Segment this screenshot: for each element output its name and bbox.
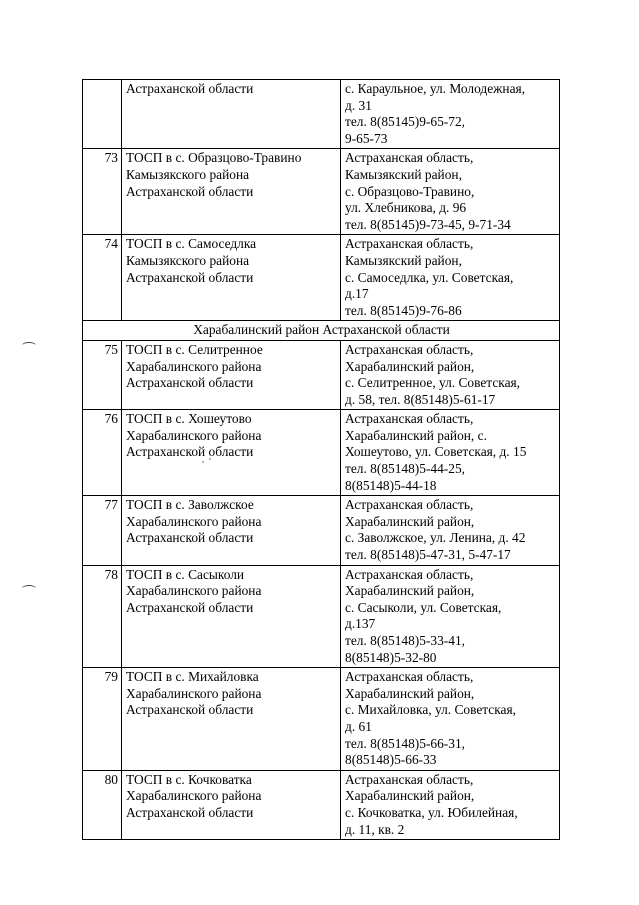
office-address-line: Астраханская область, bbox=[345, 497, 474, 513]
row-number bbox=[83, 80, 122, 149]
office-address-line: Харабалинский район, bbox=[345, 685, 475, 701]
row-number: 73 bbox=[83, 149, 122, 235]
office-name-line: Камызякского района bbox=[126, 252, 250, 268]
table-row bbox=[83, 340, 560, 409]
office-name-line: ТОСП в с. Селитренное bbox=[126, 341, 263, 357]
office-address-line: Камызякский район, bbox=[345, 166, 462, 182]
office-address-line: д. 31 bbox=[345, 97, 372, 113]
office-address-line: Астраханская область, bbox=[345, 411, 474, 427]
office-address-line: с. Сасыколи, ул. Советская, bbox=[345, 599, 502, 615]
office-name bbox=[122, 565, 341, 668]
office-address bbox=[341, 770, 560, 839]
office-address bbox=[341, 340, 560, 409]
office-name-line: ТОСП в с. Заволжское bbox=[126, 497, 254, 513]
table-row bbox=[83, 770, 560, 839]
office-name-line: Астраханской области bbox=[126, 269, 254, 285]
offices-table-body bbox=[83, 80, 560, 840]
office-name bbox=[122, 235, 341, 321]
office-name bbox=[122, 410, 341, 496]
office-address-line: д. 58, тел. 8(85148)5-61-17 bbox=[345, 391, 496, 407]
table-row bbox=[83, 80, 560, 149]
office-address-line: Астраханская область, bbox=[345, 236, 474, 252]
office-address-line: д. 11, кв. 2 bbox=[345, 821, 405, 837]
office-address-line: тел. 8(85148)5-33-41, bbox=[345, 633, 466, 648]
office-address-line: тел. 8(85148)5-44-25, bbox=[345, 461, 466, 477]
office-address-line: с. Самоседлка, ул. Советская, bbox=[345, 269, 514, 285]
office-address bbox=[341, 149, 560, 235]
office-address bbox=[341, 235, 560, 321]
office-name bbox=[122, 668, 341, 771]
office-address-line: Астраханская область, bbox=[345, 669, 474, 685]
office-name-line: Астраханской области bbox=[126, 804, 254, 820]
office-name-line: ТОСП в с. Образцово-Травино bbox=[126, 150, 302, 166]
office-address-line: тел. 8(85148)5-47-31, 5-47-17 bbox=[345, 547, 511, 563]
office-name-line: Астраханской области bbox=[126, 444, 254, 460]
office-name bbox=[122, 340, 341, 409]
office-address bbox=[341, 565, 560, 668]
office-name-line: Астраханской области bbox=[126, 81, 254, 96]
row-number: 77 bbox=[83, 496, 122, 565]
office-address bbox=[341, 410, 560, 496]
office-name-line: ТОСП в с. Хошеутово bbox=[126, 411, 252, 427]
office-name bbox=[122, 770, 341, 839]
office-name-line: Камызякского района bbox=[126, 166, 250, 182]
office-address-line: ул. Хлебникова, д. 96 bbox=[345, 200, 467, 216]
row-number: 80 bbox=[83, 770, 122, 839]
office-address-line: 8(85148)5-44-18 bbox=[345, 477, 437, 493]
office-name-line: Астраханской области bbox=[126, 599, 254, 615]
office-address-line: с. Образцово-Травино, bbox=[345, 183, 475, 199]
office-address-line: 9-65-73 bbox=[345, 130, 388, 146]
table-row bbox=[83, 149, 560, 235]
row-number: 78 bbox=[83, 565, 122, 668]
office-address-line: Астраханская область, bbox=[345, 341, 474, 357]
office-address-line: тел. 8(85148)5-66-31, bbox=[345, 735, 466, 751]
office-name-line: Харабалинского района bbox=[126, 583, 262, 599]
table-row bbox=[83, 235, 560, 321]
office-address bbox=[341, 496, 560, 565]
office-address-line: с. Михайловка, ул. Советская, bbox=[345, 702, 516, 718]
office-address-line: тел. 8(85145)9-65-72, bbox=[345, 114, 466, 130]
office-address-line: с. Заволжское, ул. Ленина, д. 42 bbox=[345, 530, 526, 546]
office-name-line: ТОСП в с. Кочковатка bbox=[126, 771, 252, 787]
office-name-line: Астраханской области bbox=[126, 375, 254, 391]
office-name-line: Харабалинского района bbox=[126, 427, 262, 443]
office-name-line: ТОСП в с. Сасыколи bbox=[126, 566, 245, 582]
office-address-line: Астраханская область, bbox=[345, 150, 474, 166]
office-name-line: Харабалинского района bbox=[126, 685, 262, 701]
office-name-line: Астраханской области bbox=[126, 183, 254, 199]
binding-hole-mark bbox=[22, 342, 36, 349]
office-name-line: Астраханской области bbox=[126, 530, 254, 546]
office-address-line: тел. 8(85145)9-73-45, 9-71-34 bbox=[345, 216, 511, 232]
office-address-line: д. 61 bbox=[345, 718, 372, 734]
office-address-line: Камызякский район, bbox=[345, 252, 462, 268]
office-address bbox=[341, 80, 560, 149]
region-header: Харабалинский район Астраханской области bbox=[83, 321, 560, 341]
table-row bbox=[83, 410, 560, 496]
table-row bbox=[83, 496, 560, 565]
office-address-line: с. Селитренное, ул. Советская, bbox=[345, 375, 521, 391]
office-address-line: Харабалинский район, с. bbox=[345, 427, 487, 443]
office-address-line: Харабалинский район, bbox=[345, 513, 475, 529]
office-name bbox=[122, 149, 341, 235]
office-name-line: ТОСП в с. Самоседлка bbox=[126, 236, 257, 252]
office-name-line: Астраханской области bbox=[126, 702, 254, 718]
office-name-line: Харабалинского района bbox=[126, 513, 262, 529]
office-address-line: 8(85148)5-32-80 bbox=[345, 649, 437, 665]
office-address-line: д.17 bbox=[345, 286, 369, 302]
office-name bbox=[122, 496, 341, 565]
row-number: 74 bbox=[83, 235, 122, 321]
office-address-line: с. Караульное, ул. Молодежная, bbox=[345, 81, 526, 96]
office-address-line: д.137 bbox=[345, 616, 376, 632]
table-row bbox=[83, 565, 560, 668]
binding-hole-mark bbox=[22, 585, 36, 592]
office-address-line: тел. 8(85145)9-76-86 bbox=[345, 302, 462, 318]
row-number: 76 bbox=[83, 410, 122, 496]
region-header-row bbox=[83, 321, 560, 341]
office-name-line: Харабалинского района bbox=[126, 788, 262, 804]
office-name-line: Харабалинского района bbox=[126, 358, 262, 374]
office-address-line: 8(85148)5-66-33 bbox=[345, 752, 437, 768]
office-address-line: Харабалинский район, bbox=[345, 788, 475, 804]
office-name-line: ТОСП в с. Михайловка bbox=[126, 669, 259, 685]
table-row bbox=[83, 668, 560, 771]
office-address-line: Харабалинский район, bbox=[345, 583, 475, 599]
office-name bbox=[122, 80, 341, 149]
office-address-line: Харабалинский район, bbox=[345, 358, 475, 374]
office-address-line: с. Кочковатка, ул. Юбилейная, bbox=[345, 804, 518, 820]
office-address bbox=[341, 668, 560, 771]
row-number: 75 bbox=[83, 340, 122, 409]
office-address-line: Астраханская область, bbox=[345, 566, 474, 582]
office-address-line: Астраханская область, bbox=[345, 771, 474, 787]
office-address-line: Хошеутово, ул. Советская, д. 15 bbox=[345, 444, 527, 460]
offices-table bbox=[82, 79, 560, 840]
row-number: 79 bbox=[83, 668, 122, 771]
